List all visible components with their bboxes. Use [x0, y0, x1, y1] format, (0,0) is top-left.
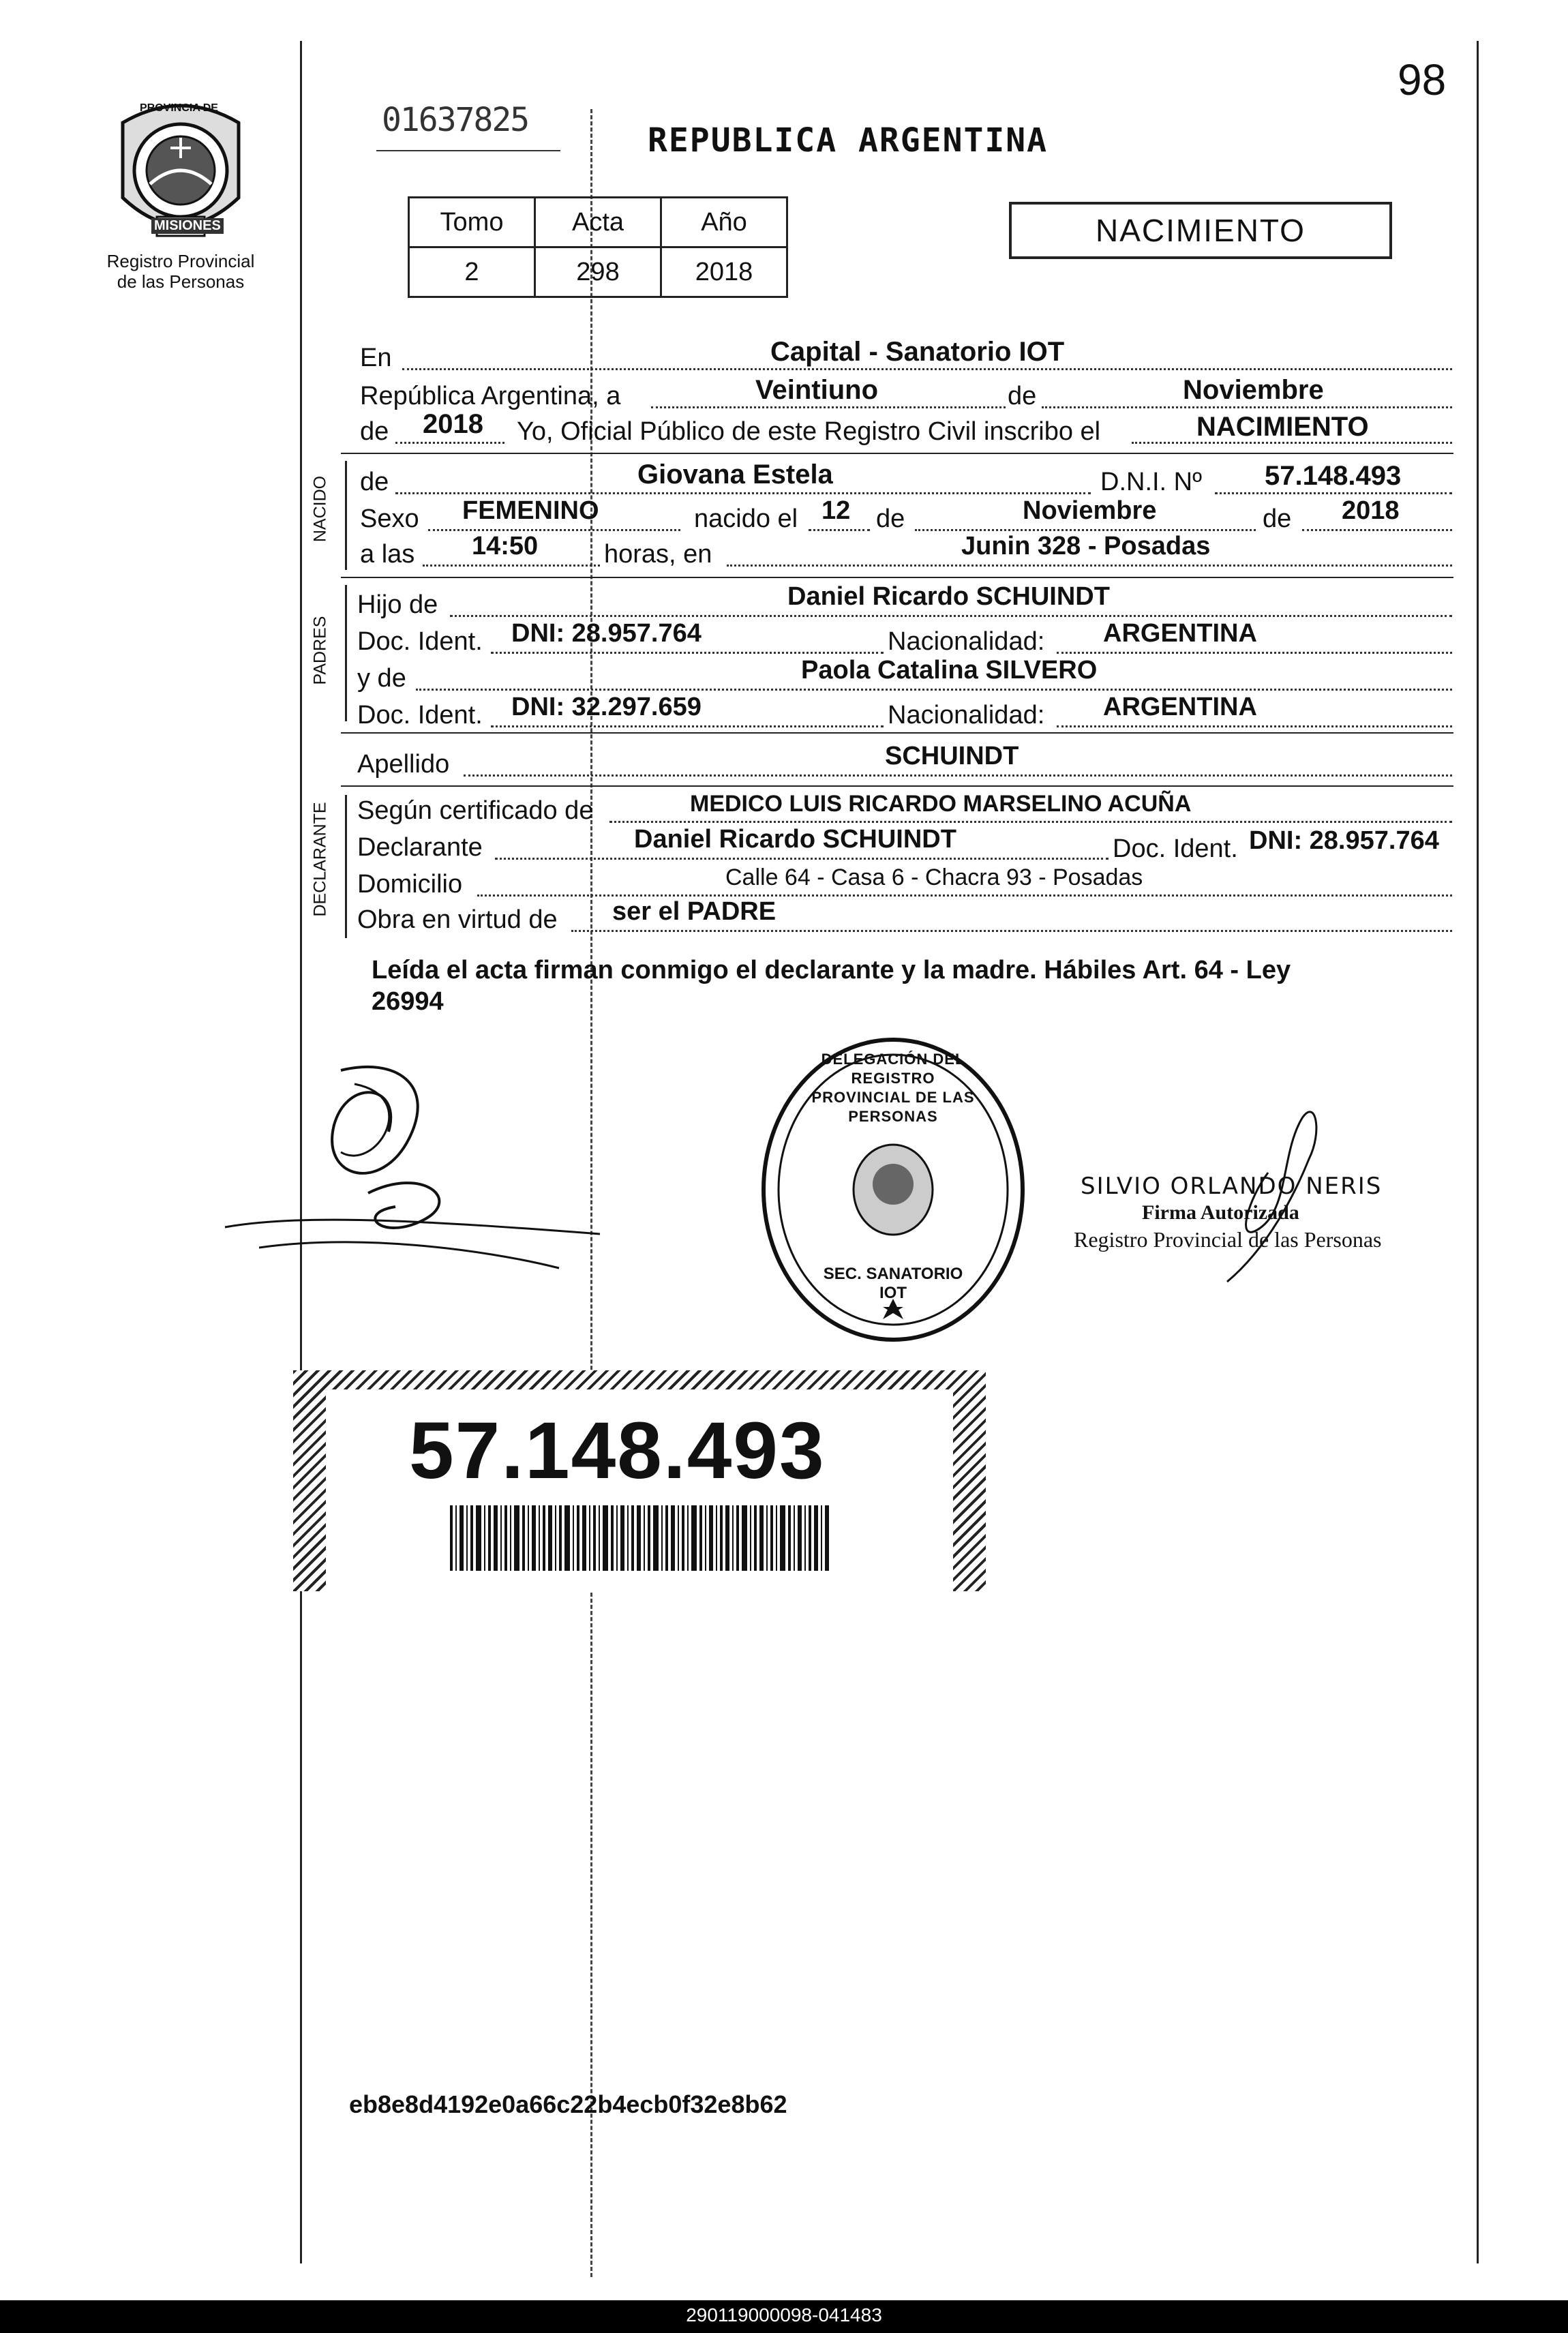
dots: [651, 406, 1006, 408]
dots: [915, 529, 1256, 531]
declarant-signature: [218, 1043, 627, 1289]
declarante-section-label: DECLARANTE: [310, 802, 330, 917]
official-registry: Registro Provincial de las Personas: [1074, 1227, 1382, 1252]
declarante-doc-label: Doc. Ident.: [1113, 834, 1238, 863]
rule: [345, 585, 347, 721]
obra-label: Obra en virtud de: [357, 905, 558, 934]
birth-hour: 14:50: [472, 532, 539, 560]
rule: [345, 461, 347, 570]
value-tomo: 2: [409, 247, 535, 297]
dni-label: D.N.I. Nº: [1100, 468, 1202, 496]
apellido-label: Apellido: [357, 750, 450, 779]
yo-label: Yo, Oficial Público de este Registro Civil inscribo el: [517, 417, 1101, 446]
dots: [1057, 652, 1452, 654]
rule: [345, 795, 347, 938]
act-value: NACIMIENTO: [1196, 412, 1369, 442]
child-dni: 57.148.493: [1265, 461, 1402, 491]
act-type-box: NACIMIENTO: [1009, 202, 1392, 259]
father-name: Daniel Ricardo SCHUINDT: [787, 582, 1110, 611]
father-nationality: ARGENTINA: [1103, 619, 1257, 648]
dots: [395, 442, 504, 444]
country-title: REPUBLICA ARGENTINA: [648, 121, 1049, 160]
hijo-de-label: Hijo de: [357, 590, 438, 619]
en-label: En: [360, 344, 392, 372]
closing-line2: 26994: [372, 987, 444, 1016]
birth-place: Junin 328 - Posadas: [961, 532, 1211, 560]
dni-barcode: [450, 1505, 832, 1571]
registry-name-line2: de las Personas: [117, 271, 245, 292]
official-name: SILVIO ORLANDO NERIS: [1081, 1173, 1383, 1200]
registry-name: [89, 251, 273, 292]
de-label: de: [1008, 382, 1037, 410]
dots: [477, 894, 1452, 897]
logo-text-top: PROVINCIA DE: [140, 102, 218, 114]
declarante-doc: DNI: 28.957.764: [1249, 826, 1439, 855]
rule: [341, 453, 1453, 454]
dots: [428, 529, 680, 531]
domicilio-label: Domicilio: [357, 870, 463, 899]
right-margin-line: [1477, 41, 1479, 2263]
serial-number: 01637825: [382, 101, 529, 139]
header-ano: Año: [661, 198, 787, 247]
birth-year: 2018: [1342, 496, 1400, 525]
footer-code: 290119000098-041483: [686, 2304, 882, 2326]
birth-de2-label: de: [1263, 505, 1292, 533]
dots: [809, 529, 870, 531]
page-number: 98: [1398, 55, 1447, 104]
dots: [464, 774, 1452, 777]
birth-day: 12: [821, 496, 851, 525]
y-de-label: y de: [357, 664, 406, 693]
dots: [402, 368, 1452, 370]
dots: [727, 565, 1452, 567]
header-acta: Acta: [535, 198, 661, 247]
seal-inner-text: SEC. SANATORIO IOT: [823, 1265, 963, 1302]
declarante-value: Daniel Ricardo SCHUINDT: [634, 825, 956, 854]
rule: [341, 785, 1453, 787]
official-role: Firma Autorizada: [1142, 1201, 1299, 1224]
value-ano: 2018: [661, 247, 787, 297]
dots: [491, 725, 884, 727]
dots: [1057, 725, 1452, 727]
de2-label: de: [360, 417, 389, 446]
nacido-section-label: NACIDO: [310, 475, 330, 543]
dots: [495, 858, 1109, 860]
dots: [395, 492, 1091, 494]
republica-label: República Argentina, a: [360, 382, 621, 410]
declarante-label: Declarante: [357, 833, 483, 862]
document-hash: eb8e8d4192e0a66c22b4ecb0f32e8b62: [349, 2090, 787, 2118]
father-doc: DNI: 28.957.764: [511, 619, 702, 648]
dots: [1215, 492, 1452, 494]
nacido-el-label: nacido el: [694, 505, 798, 533]
dots: [416, 689, 1452, 691]
closing-text: [372, 954, 1291, 1017]
month-value: Noviembre: [1183, 375, 1324, 405]
domicilio-value: Calle 64 - Casa 6 - Chacra 93 - Posadas: [725, 864, 1143, 890]
closing-line1: Leída el acta firman conmigo el declarante y la madre. Hábiles Art. 64 - Ley: [372, 956, 1291, 984]
dots: [609, 821, 1452, 823]
en-value: Capital - Sanatorio IOT: [770, 337, 1065, 367]
obra-value: ser el PADRE: [612, 897, 777, 926]
mother-doc: DNI: 32.297.659: [511, 693, 702, 721]
dots: [491, 652, 884, 654]
day-value: Veintiuno: [755, 375, 878, 405]
certificado-value: MEDICO LUIS RICARDO MARSELINO ACUÑA: [690, 791, 1192, 817]
dots: [423, 565, 600, 567]
rule: [341, 732, 1453, 734]
header-tomo: Tomo: [409, 198, 535, 247]
sexo-value: FEMENINO: [462, 496, 599, 525]
registry-name-line1: Registro Provincial: [106, 251, 255, 271]
logo-text-bottom: MISIONES: [151, 218, 224, 234]
birth-month: Noviembre: [1023, 496, 1157, 525]
value-acta: 298: [535, 247, 661, 297]
sexo-label: Sexo: [360, 505, 419, 533]
dots: [1302, 529, 1452, 531]
child-name: Giovana Estela: [637, 460, 833, 490]
dni-sticker-number: 57.148.493: [409, 1406, 826, 1496]
record-table: [408, 196, 788, 298]
horas-en-label: horas, en: [604, 540, 712, 569]
certificado-label: Según certificado de: [357, 796, 594, 825]
year-value: 2018: [423, 409, 483, 439]
serial-underline: [376, 150, 560, 151]
nacido-de-label: de: [360, 468, 389, 496]
mother-nationality: ARGENTINA: [1103, 693, 1257, 721]
birth-de-label: de: [876, 505, 905, 533]
mother-doc-label: Doc. Ident.: [357, 701, 483, 729]
mother-nationality-label: Nacionalidad:: [888, 701, 1045, 729]
rule: [341, 577, 1453, 578]
father-nationality-label: Nacionalidad:: [888, 627, 1045, 656]
apellido-value: SCHUINDT: [885, 742, 1019, 770]
seal-ring-text: DELEGACIÓN DEL REGISTRO PROVINCIAL DE LAS PERSONAS: [811, 1051, 975, 1125]
dots: [450, 615, 1452, 617]
dots: [571, 930, 1452, 932]
padres-section-label: PADRES: [310, 616, 330, 685]
father-doc-label: Doc. Ident.: [357, 627, 483, 656]
a-las-label: a las: [360, 540, 415, 569]
mother-name: Paola Catalina SILVERO: [801, 656, 1098, 684]
dots: [1042, 406, 1452, 408]
